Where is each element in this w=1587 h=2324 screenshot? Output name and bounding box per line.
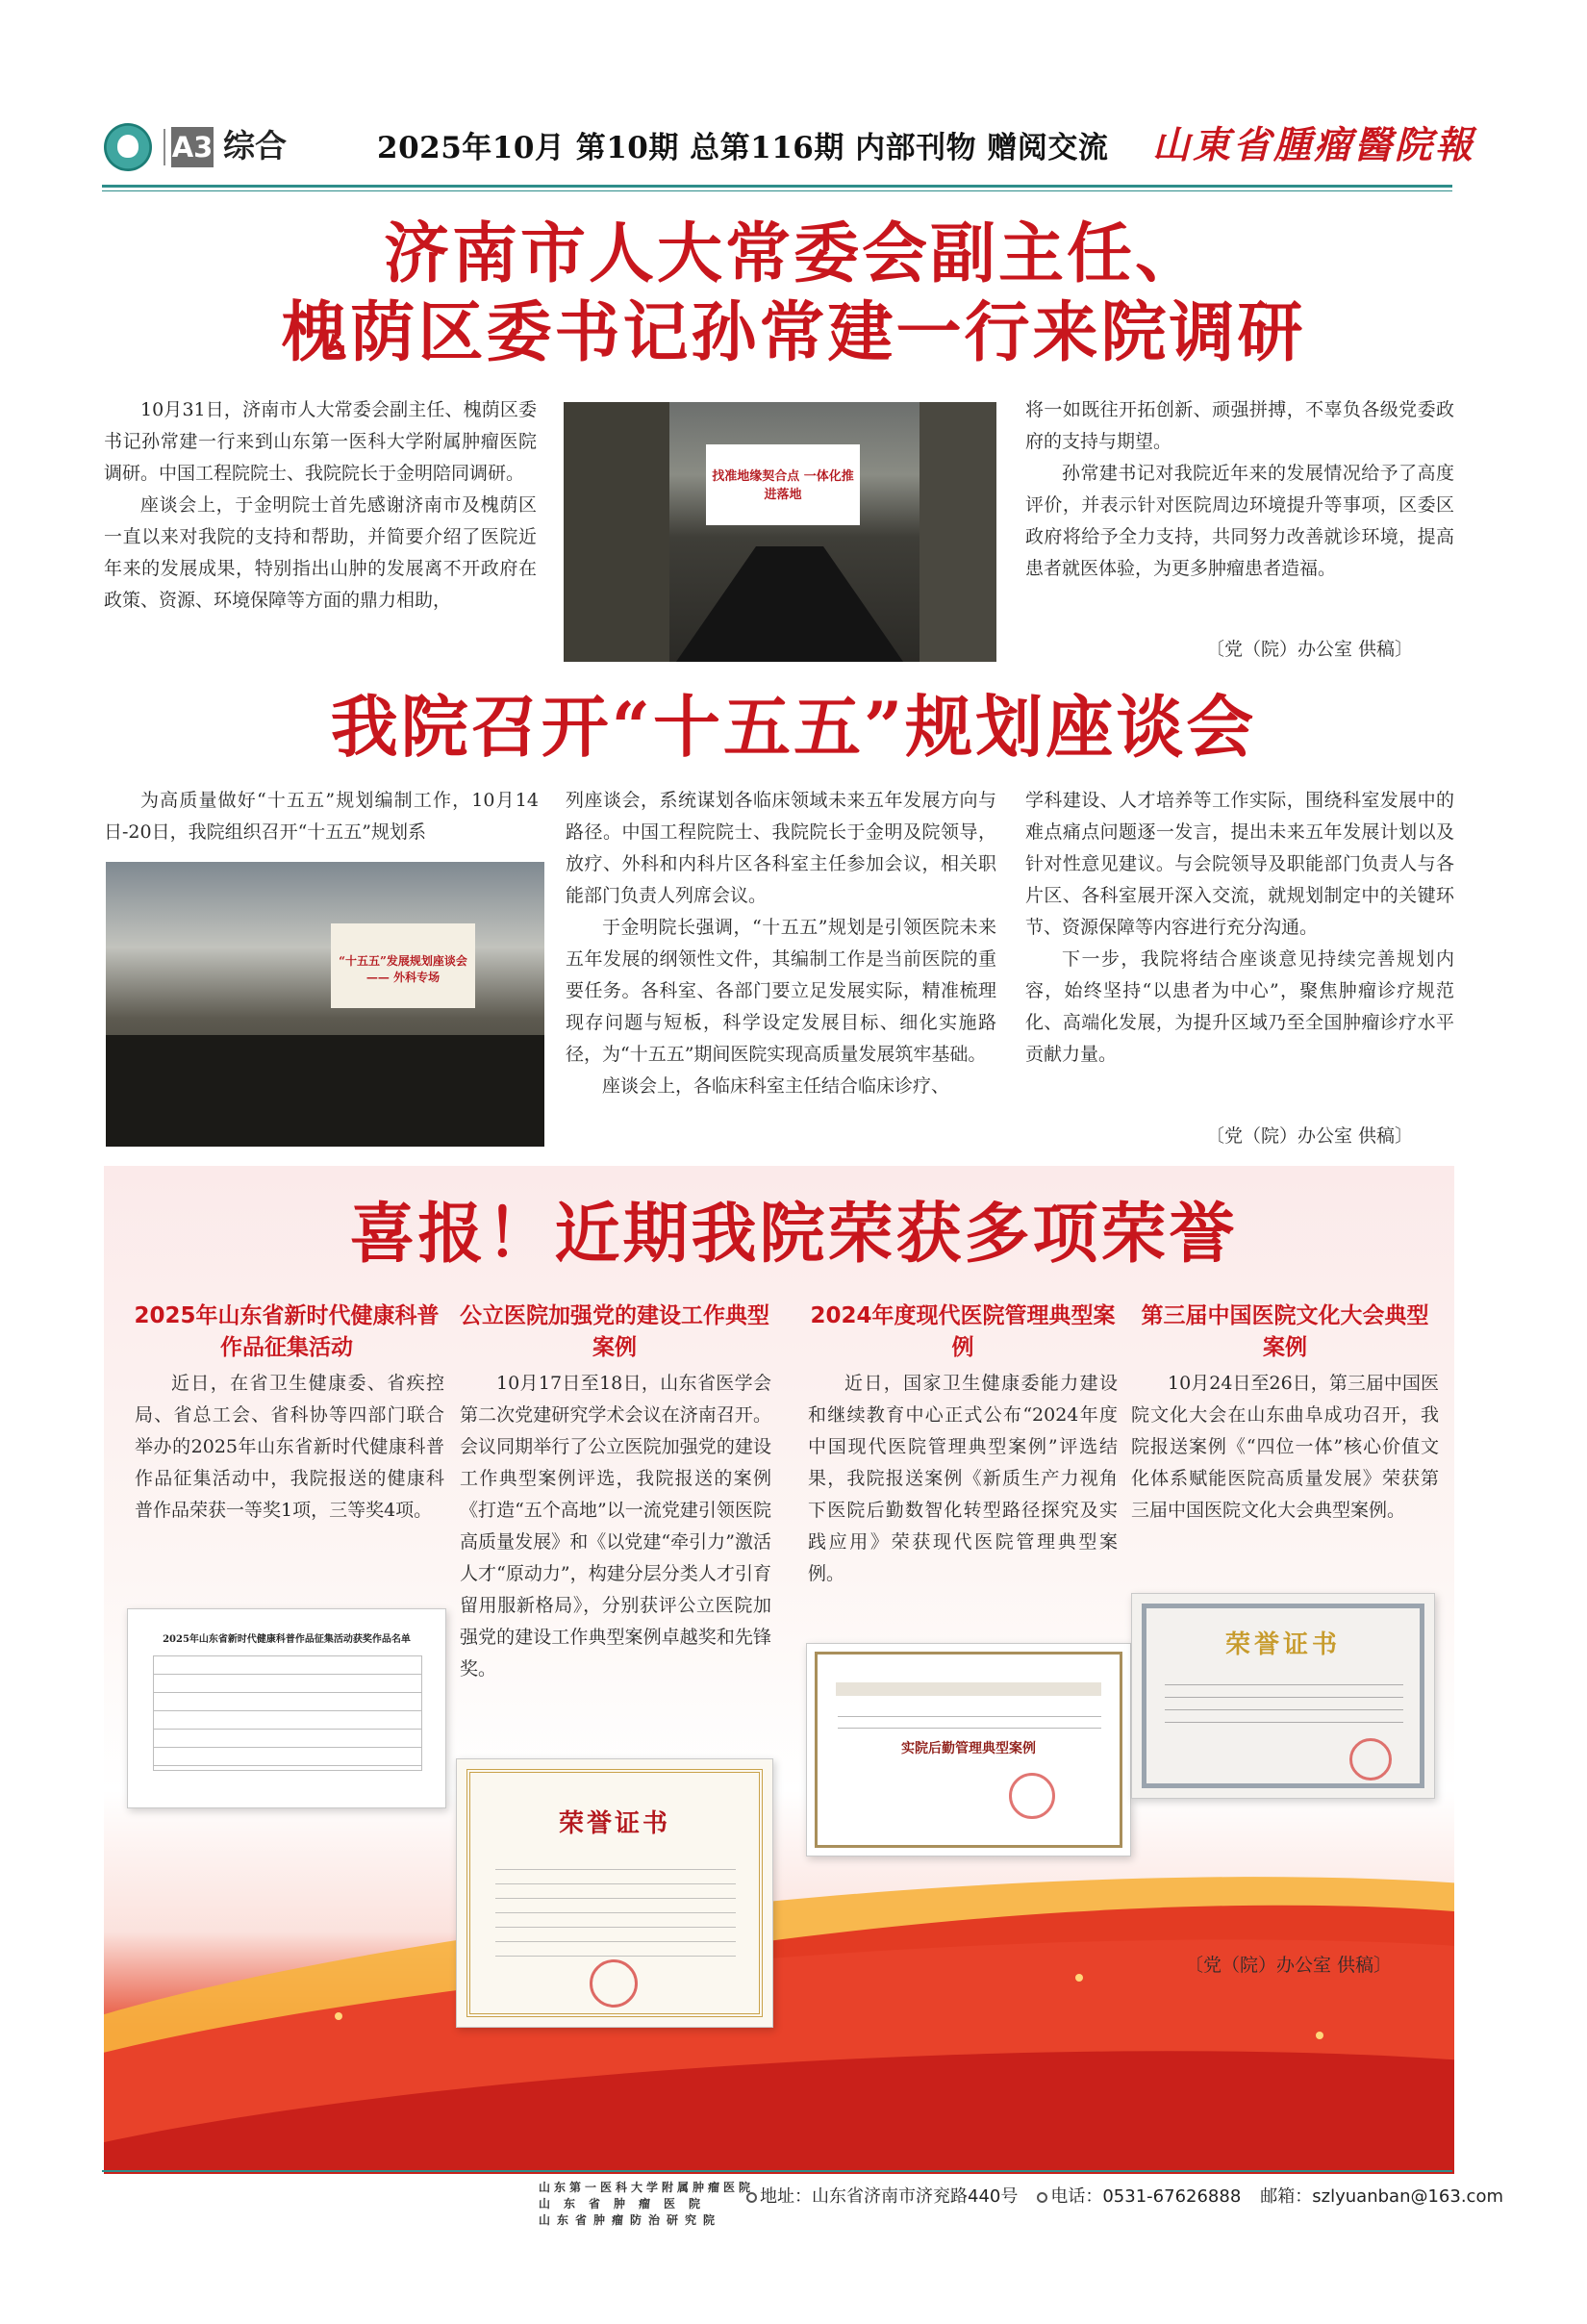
masthead-rule [102,185,1452,188]
article2-paragraph: 为高质量做好“十五五”规划编制工作，10月14日-20日，我院组织召开“十五五”规划系 [104,790,539,843]
award-list-document [127,1608,446,1808]
masthead-divider [164,129,165,165]
honors-credit: 〔党（院）办公室 供稿〕 [1185,1955,1393,1976]
honor-certificate-3 [1131,1593,1435,1799]
seal-stamp-icon [1009,1773,1055,1819]
honor1-paragraph: 近日，在省卫生健康委、省疾控局、省总工会、省科协等四部门联合举办的2025年山东省新时代健康科普作品征集活动中，我院报送的健康科普作品荣获一等奖1项，三等奖4项。 [135,1373,444,1521]
article2-paragraph: 于金明院长强调，“十五五”规划是引领医院未来五年发展的纲领性文件，其编制工作是当前医院的重要任务。各科室、各部门要立足发展实际，精准梳理现存问题与短板，科学设定发展目标、细化实施路径，为“十五五”期间医院实现高质量发展筑牢基础。 [566,917,996,1065]
honor4-paragraph: 10月24日至26日，第三届中国医院文化大会在山东曲阜成功召开，我院报送案例《“四位一体”核心价值文化体系赋能医院高质量发展》荣获第三届中国医院文化大会典型案例。 [1131,1373,1439,1521]
article2-paragraph: 学科建设、人才培养等工作实际，围绕科室发展中的难点痛点问题逐一发言，提出未来五年发展计划以及针对性意见建议。与会院领导及职能部门负责人与各片区、各科室展开深入交流，就规划制定中的关键环节、资源保障等内容进行充分沟通。 [1025,790,1454,938]
page-number: A3 [171,127,214,167]
address-bullet-icon [746,2192,757,2203]
hospital-logo-icon [104,123,152,171]
article2-headline: 我院召开“十五五”规划座谈会 [330,687,1257,767]
article2-paragraph: 座谈会上，各临床科室主任结合临床诊疗、 [602,1075,950,1097]
article1-paragraph: 10月31日，济南市人大常委会副主任、槐荫区委书记孙常建一行来到山东第一医科大学附属肿瘤医院调研。中国工程院院士、我院院长于金明陪同调研。 [104,399,537,484]
article1-paragraph: 将一如既往开拓创新、顽强拼搏，不辜负各级党委政府的支持与期望。 [1025,399,1454,452]
honor2-body [460,1368,771,1753]
honor3-body [808,1368,1118,1637]
footer-rule [102,2170,1452,2172]
honor-certificate-2 [806,1643,1131,1857]
article2-paragraph: 列座谈会，系统谋划各临床领域未来五年发展方向与路径。中国工程院院士、我院院长于金明及院领导，放疗、外科和内科片区各科室主任参加会议，相关职能部门负责人列席会议。 [566,790,996,906]
newspaper-name: 山東省腫瘤醫院報 [1152,123,1476,167]
honor4-title: 第三届中国医院文化大会典型案例 [1141,1303,1429,1360]
honor2-paragraph: 10月17日至18日，山东省医学会第二次党建研究学术会议在济南召开。会议同期举行了公立医院加强党的建设工作典型案例评选，我院报送的案例《打造“五个高地”以一流党建引领医院高质量发展》和《以党建“牵引力”激活人才“原动力”，构建分层分类人才引育留用服新格局》，分别获评公立医院加强党的建设工作典型案例卓越奖和先锋奖。 [460,1373,771,1680]
section-name: 综合 [223,127,287,164]
article2-credit: 〔党（院）办公室 供稿〕 [1206,1125,1414,1147]
article1-credit: 〔党（院）办公室 供稿〕 [1206,639,1414,660]
masthead-rule-thin [102,190,1452,191]
article2-column2 [566,785,996,1152]
footer-email: 邮箱：szlyuanban@163.com [1260,2186,1503,2207]
article2-column1 [104,785,539,852]
footer-contact [746,2185,1503,2210]
article2-column3 [1025,785,1454,1124]
honor3-title: 2024年度现代医院管理典型案例 [810,1303,1116,1360]
article1-headline-line1: 济南市人大常委会副主任、 [383,215,1203,292]
honor1-body [135,1368,444,1599]
article2-paragraph: 下一步，我院将结合座谈意见持续完善规划内容，始终坚持“以患者为中心”，聚焦肿瘤诊疗规范化、高端化发展，为提升区域乃至全国肿瘤诊疗水平贡献力量。 [1025,948,1454,1065]
article1-meeting-photo [564,402,996,662]
honor2-title: 公立医院加强党的建设工作典型案例 [460,1303,769,1360]
article1-column3 [1025,394,1454,637]
phone-bullet-icon [1037,2192,1047,2203]
certificate-title: 实院后勤管理典型案例 [901,1741,1036,1756]
article1-headline-line2: 槐荫区委书记孙常建一行来院调研 [281,294,1306,371]
photo-screen-text: 找准地缘契合点 一体化推进落地 [712,469,854,502]
honor1-title: 2025年山东省新时代健康科普作品征集活动 [134,1303,440,1360]
photo-screen-text: “十五五”发展规划座谈会 —— 外科专场 [339,954,467,984]
honor-certificate-1 [456,1758,773,2028]
footer-address: 地址：山东省济南市济兖路440号 [760,2186,1019,2207]
footer-org-line2: 山东省肿瘤医院 [539,2197,715,2210]
issue-info: 2025年10月 第10期 总第116期 内部刊物 赠阅交流 [377,131,1109,165]
footer-org-line3: 山东省肿瘤防治研究院 [539,2213,722,2227]
article1-paragraph: 孙常建书记对我院近年来的发展情况给予了高度评价，并表示针对医院周边环境提升等事项，区委区政府将给予全力支持，共同努力改善就诊环境，提高患者就医体验，为更多肿瘤患者造福。 [1025,463,1454,579]
seal-stamp-icon [1349,1738,1392,1781]
article1-column1 [104,394,537,671]
honor4-body [1131,1368,1439,1589]
article2-meeting-photo [106,862,544,1147]
footer-phone: 电话：0531-67626888 [1050,2186,1242,2207]
honor3-paragraph: 近日，国家卫生健康委能力建设和继续教育中心正式公布“2024年度中国现代医院管理典型案例”评选结果，我院报送案例《新质生产力视角下医院后勤数智化转型路径探究及实践应用》荣获现代医院管理典型案例。 [808,1373,1118,1584]
honors-headline: 喜报！近期我院荣获多项荣誉 [349,1196,1238,1273]
award-list-title: 2025年山东省新时代健康科普作品征集活动获奖作品名单 [163,1634,411,1645]
seal-stamp-icon [590,1959,638,2008]
certificate-title: 荣誉证书 [1224,1630,1341,1659]
article1-paragraph: 座谈会上，于金明院士首先感谢济南市及槐荫区一直以来对我院的支持和帮助，并简要介绍了医院近年来的发展成果，特别指出山肿的发展离不开政府在政策、资源、环境保障等方面的鼎力相助， [104,494,537,611]
certificate-title: 荣誉证书 [558,1809,670,1838]
footer-org-line1: 山东第一医科大学附属肿瘤医院 [539,2181,755,2194]
